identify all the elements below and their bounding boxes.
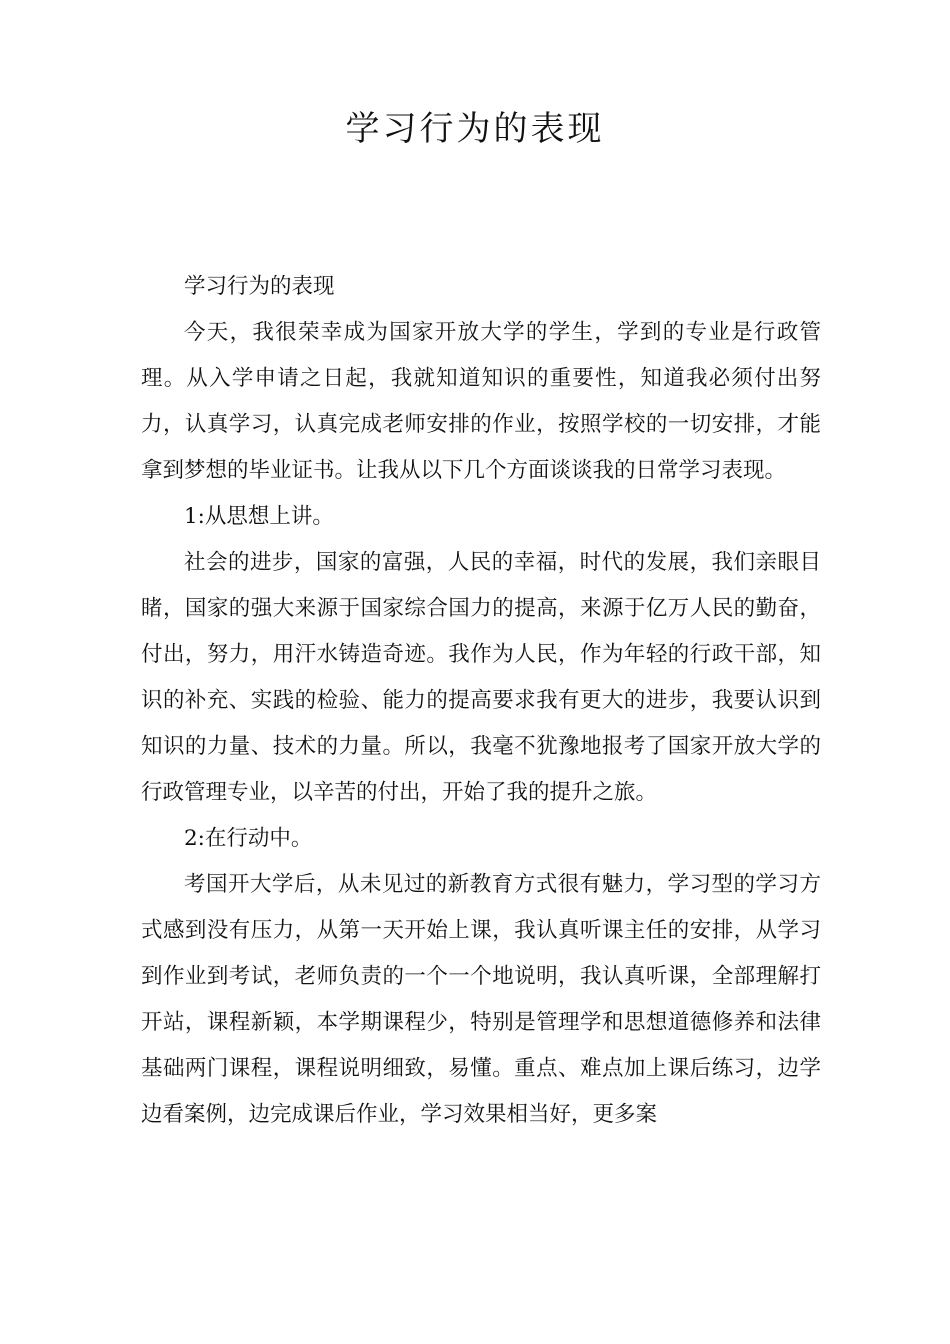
- paragraph-thought: 社会的进步，国家的富强，人民的幸福，时代的发展，我们亲眼目睹，国家的强大来源于国家综合国力的提高，来源于亿万人民的勤奋，付出，努力，用汗水铸造奇迹。我作为人民，作为年轻的行政干部，知识的补充、实践的检验、能力的提高要求我有更大的进步，我要认识到知识的力量、技术的力量。所以，我毫不犹豫地报考了国家开放大学的行政管理专业，以辛苦的付出，开始了我的提升之旅。: [141, 550, 821, 805]
- section-heading-thought: 1:从思想上讲。: [184, 504, 334, 529]
- section-heading-action: 2:在行动中。: [184, 826, 313, 851]
- document-title: 学习行为的表现: [345, 109, 605, 149]
- paragraph-intro: 今天，我很荣幸成为国家开放大学的学生，学到的专业是行政管理。从入学申请之日起，我就知道知识的重要性，知道我必须付出努力，认真学习，认真完成老师安排的作业，按照学校的一切安排，才能拿到梦想的毕业证书。让我从以下几个方面谈谈我的日常学习表现。: [141, 320, 821, 483]
- paragraph-action: 考国开大学后，从未见过的新教育方式很有魅力，学习型的学习方式感到没有压力，从第一天开始上课，我认真听课主任的安排，从学习到作业到考试，老师负责的一个一个地说明，我认真听课，全部理解打开站，课程新颖，本学期课程少，特别是管理学和思想道德修养和法律基础两门课程，课程说明细致，易懂。重点、难点加上课后练习，边学边看案例，边完成课后作业，学习效果相当好，更多案: [141, 872, 821, 1127]
- paragraph-subtitle: 学习行为的表现: [184, 274, 335, 299]
- document-body: [141, 264, 821, 1138]
